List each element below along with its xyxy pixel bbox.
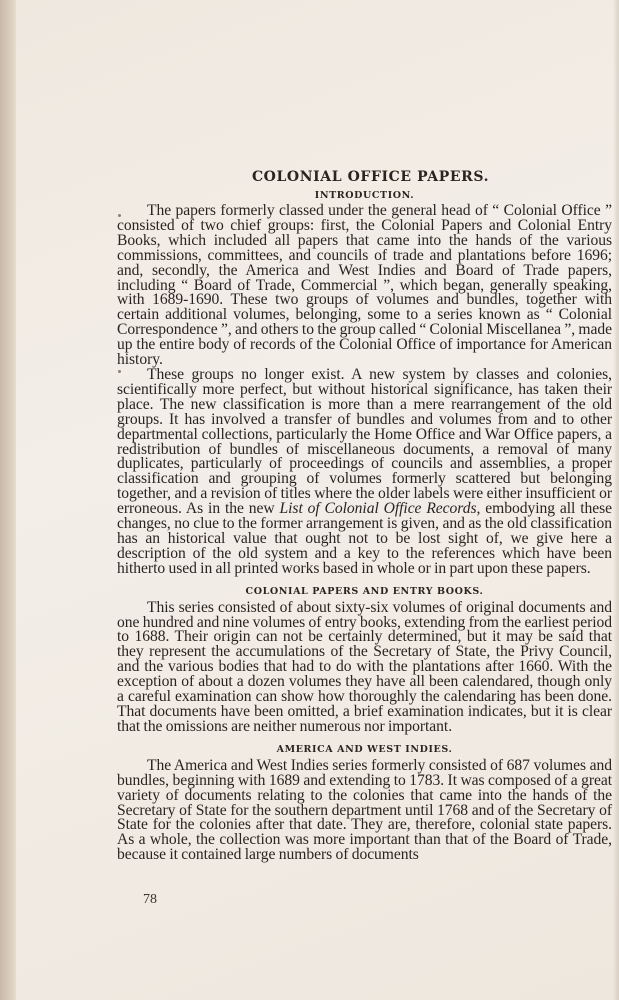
page-title: COLONIAL OFFICE PAPERS. bbox=[251, 169, 490, 185]
america-west-indies-paragraph: The America and West Indies series formerly consisted of 687 volumes and bundles, beginning with 1689 and extending to 1783. It was composed of a great variety of documents relating to the colonies that came into the hands of the Secretary of State for the southern department until 1768 and of the Secretary of State for the colonies after that date. They are, therefore, colonial state papers. As a whole, the collection was more important than that of the Board of Trade, because it contained large numbers of documents bbox=[117, 756, 612, 864]
page-number: 78 bbox=[143, 892, 157, 907]
book-gutter-shadow bbox=[0, 0, 16, 1000]
list-of-colonial-office-records-title: List of Colonial Office Records, bbox=[279, 500, 481, 518]
intro-paragraph-2-text-a: These groups no longer exist. A new system by classes and colonies, scientifically more perfect, but without historical significance, has taken their place. The new classification is more than a mere rearrangement of the old groups. It has involved a transfer of bundles and volumes from and to other departmental collections, particularly the Home Office and War Office papers, a redistribution of bundles of miscellaneous documents, a removal of many duplicates, particularly of proceedings of councils and assemblies, a proper classification and grouping of volumes formerly scattered but belonging together, and a revision of titles where the older labels were either insufficient or erroneous. As in the new bbox=[117, 365, 612, 518]
intro-paragraph-1: The papers formerly classed under the general head of “ Colonial Office ” consisted of two chief groups: first, the Colonial Papers and Colonial Entry Books, which included all papers that came into the hands of the various commissions, committees, and councils of trade and plantations before 1696; and, secondly, the America and West Indies and Board of Trade papers, including “ Board of Trade, Commercial ”, which began, generally speaking, with 1689-1690. These two groups of volumes and bundles, together with certain additional volumes, belonging, some to a series known as “ Colonial Correspondence ”, and others to the group called “ Colonial Miscellanea ”, made up the entire body of records of the Colonial Office of importance for American history. bbox=[117, 202, 612, 369]
section-heading-colonial-papers: COLONIAL PAPERS AND ENTRY BOOKS. bbox=[245, 585, 484, 597]
page-content bbox=[117, 166, 612, 863]
page-edge bbox=[613, 0, 619, 1000]
section-heading-introduction: INTRODUCTION. bbox=[314, 190, 415, 201]
section-heading-america-west-indies: AMERICA AND WEST INDIES. bbox=[276, 743, 453, 755]
colonial-papers-paragraph: This series consisted of about sixty-six volumes of original documents and one hundred and nine volumes of entry books, extending from the earliest period to 1688. Their origin can not be certainly determined, but it may be said that they represent the accumulations of the Secretary of State, the Privy Council, and the various bodies that had to do with the plantations after 1660. With the exception of about a dozen volumes they have all been calendared, though only a careful examination can show how thoroughly the calendaring has been done. That documents have been omitted, a brief examination indicates, but it is clear that the omissions are neither numerous nor important. bbox=[117, 598, 612, 735]
intro-paragraph-2-text-b: embodying all these changes, no clue to the former arrangement is given, and as the old classification has an historical value that ought not to be lost sight of, we give here a description of the old system and a key to the references which have been hitherto used in all printed works based in whole or in part upon these papers. bbox=[117, 500, 612, 577]
intro-paragraph-2 bbox=[117, 365, 612, 577]
